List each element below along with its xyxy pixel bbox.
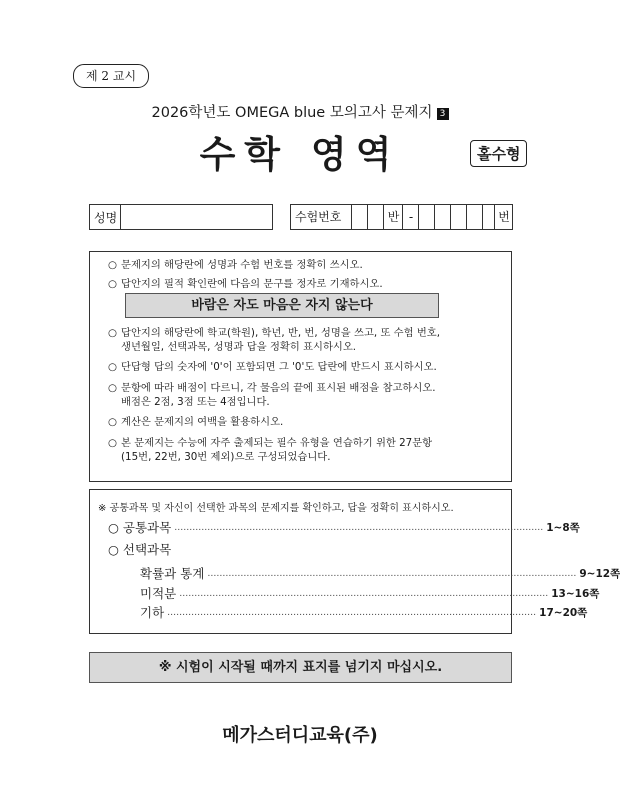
common-subject-row <box>108 519 580 537</box>
instruction-text: 문항에 따라 배점이 다르니, 각 물음의 끝에 표시된 배점을 참고하시오. <box>121 382 436 394</box>
instruction-item <box>108 436 501 464</box>
instruction-text: 답안지의 필적 확인란에 다음의 문구를 정자로 기재하시오. <box>121 278 383 290</box>
number-label: 번 <box>494 205 513 229</box>
elective-pages: 9~12쪽 <box>579 568 620 580</box>
instruction-text: 문제지의 해당란에 성명과 수험 번호를 정확히 쓰시오. <box>121 259 363 271</box>
instruction-text: 단답형 답의 숫자에 '0'이 포함되면 그 '0'도 답란에 반드시 표시하시오. <box>121 361 437 373</box>
bullet-icon: ○ <box>108 361 117 373</box>
dot-leader: …………………………………………………………………………………………………………… <box>167 608 537 618</box>
common-pages: 1~8쪽 <box>546 522 580 534</box>
bullet-icon: ○ <box>108 437 117 449</box>
bullet-icon: ○ <box>108 542 119 557</box>
elective-label: 미적분 <box>140 586 177 601</box>
instruction-text-cont: 생년월일, 선택과목, 성명과 답을 정확히 표시하시오. <box>121 341 357 353</box>
name-field[interactable] <box>89 204 273 230</box>
instruction-text-cont: 배점은 2점, 3점 또는 4점입니다. <box>121 396 270 408</box>
common-subject-label <box>108 519 171 537</box>
bullet-icon: ○ <box>108 416 117 428</box>
elective-label: 확률과 통계 <box>140 566 205 581</box>
instructions-box <box>89 251 512 482</box>
bullet-icon: ○ <box>108 327 117 339</box>
elective-heading-text: 선택과목 <box>122 542 172 557</box>
exam-type-badge: 홀수형 <box>470 140 527 167</box>
instruction-item <box>108 326 501 354</box>
id-cell[interactable] <box>351 205 368 229</box>
subtitle <box>0 101 600 122</box>
elective-pages: 17~20쪽 <box>539 607 588 619</box>
instruction-text: 본 문제지는 수능에 자주 출제되는 필수 유형을 연습하기 위한 27문항 <box>121 437 433 449</box>
instruction-item <box>108 360 501 374</box>
instruction-text: 계산은 문제지의 여백을 활용하시오. <box>121 416 284 428</box>
elective-row <box>140 604 588 622</box>
elective-heading <box>108 541 171 559</box>
id-cell[interactable] <box>434 205 451 229</box>
instruction-text: 답안지의 해당란에 학교(학원), 학년, 반, 번, 성명을 쓰고, 또 수험 번호, <box>121 327 441 339</box>
exam-number-label: 수험번호 <box>295 210 342 224</box>
common-label-text: 공통과목 <box>122 520 172 535</box>
elective-pages: 13~16쪽 <box>551 588 600 600</box>
subtitle-text: 2026학년도 OMEGA blue 모의고사 문제지 <box>151 105 433 121</box>
exam-number-field[interactable] <box>290 204 513 230</box>
warning-banner: ※ 시험이 시작될 때까지 표지를 넘기지 마십시오. <box>89 652 512 683</box>
publisher-name: 메가스터디교육(주) <box>222 725 378 746</box>
session-badge: 제 2 교시 <box>73 64 149 88</box>
id-cell[interactable] <box>466 205 483 229</box>
name-label: 성명 <box>94 211 118 225</box>
id-cell[interactable] <box>418 205 435 229</box>
subtitle-number-badge: 3 <box>437 108 449 120</box>
instruction-item <box>108 415 501 429</box>
page-title: 수학 영역 <box>199 133 401 176</box>
dot-leader: …………………………………………………………………………………………………………… <box>174 523 544 533</box>
elective-row <box>140 565 620 583</box>
dot-leader: …………………………………………………………………………………………………………… <box>207 569 577 579</box>
instruction-text-cont: (15번, 22번, 30번 제외)으로 구성되었습니다. <box>121 451 331 463</box>
id-cell[interactable] <box>450 205 467 229</box>
subjects-box <box>89 489 620 634</box>
instruction-item <box>108 258 501 272</box>
elective-row <box>140 585 600 603</box>
id-cell[interactable] <box>367 205 384 229</box>
bullet-icon: ○ <box>108 259 117 271</box>
class-label: 반 <box>383 205 403 229</box>
dash-label: - <box>402 205 419 229</box>
bullet-icon: ○ <box>108 520 119 535</box>
instruction-item <box>108 381 501 409</box>
dot-leader: …………………………………………………………………………………………………………… <box>179 589 549 599</box>
elective-label: 기하 <box>140 605 165 620</box>
name-divider <box>120 205 121 229</box>
bullet-icon: ○ <box>108 278 117 290</box>
subjects-note: ※ 공통과목 및 자신이 선택한 과목의 문제지를 확인하고, 답을 정확히 표시하시오. <box>98 503 454 514</box>
bullet-icon: ○ <box>108 382 117 394</box>
instruction-item <box>108 277 501 291</box>
handwriting-phrase: 바람은 자도 마음은 자지 않는다 <box>125 293 439 318</box>
elective-heading-row <box>108 541 171 559</box>
